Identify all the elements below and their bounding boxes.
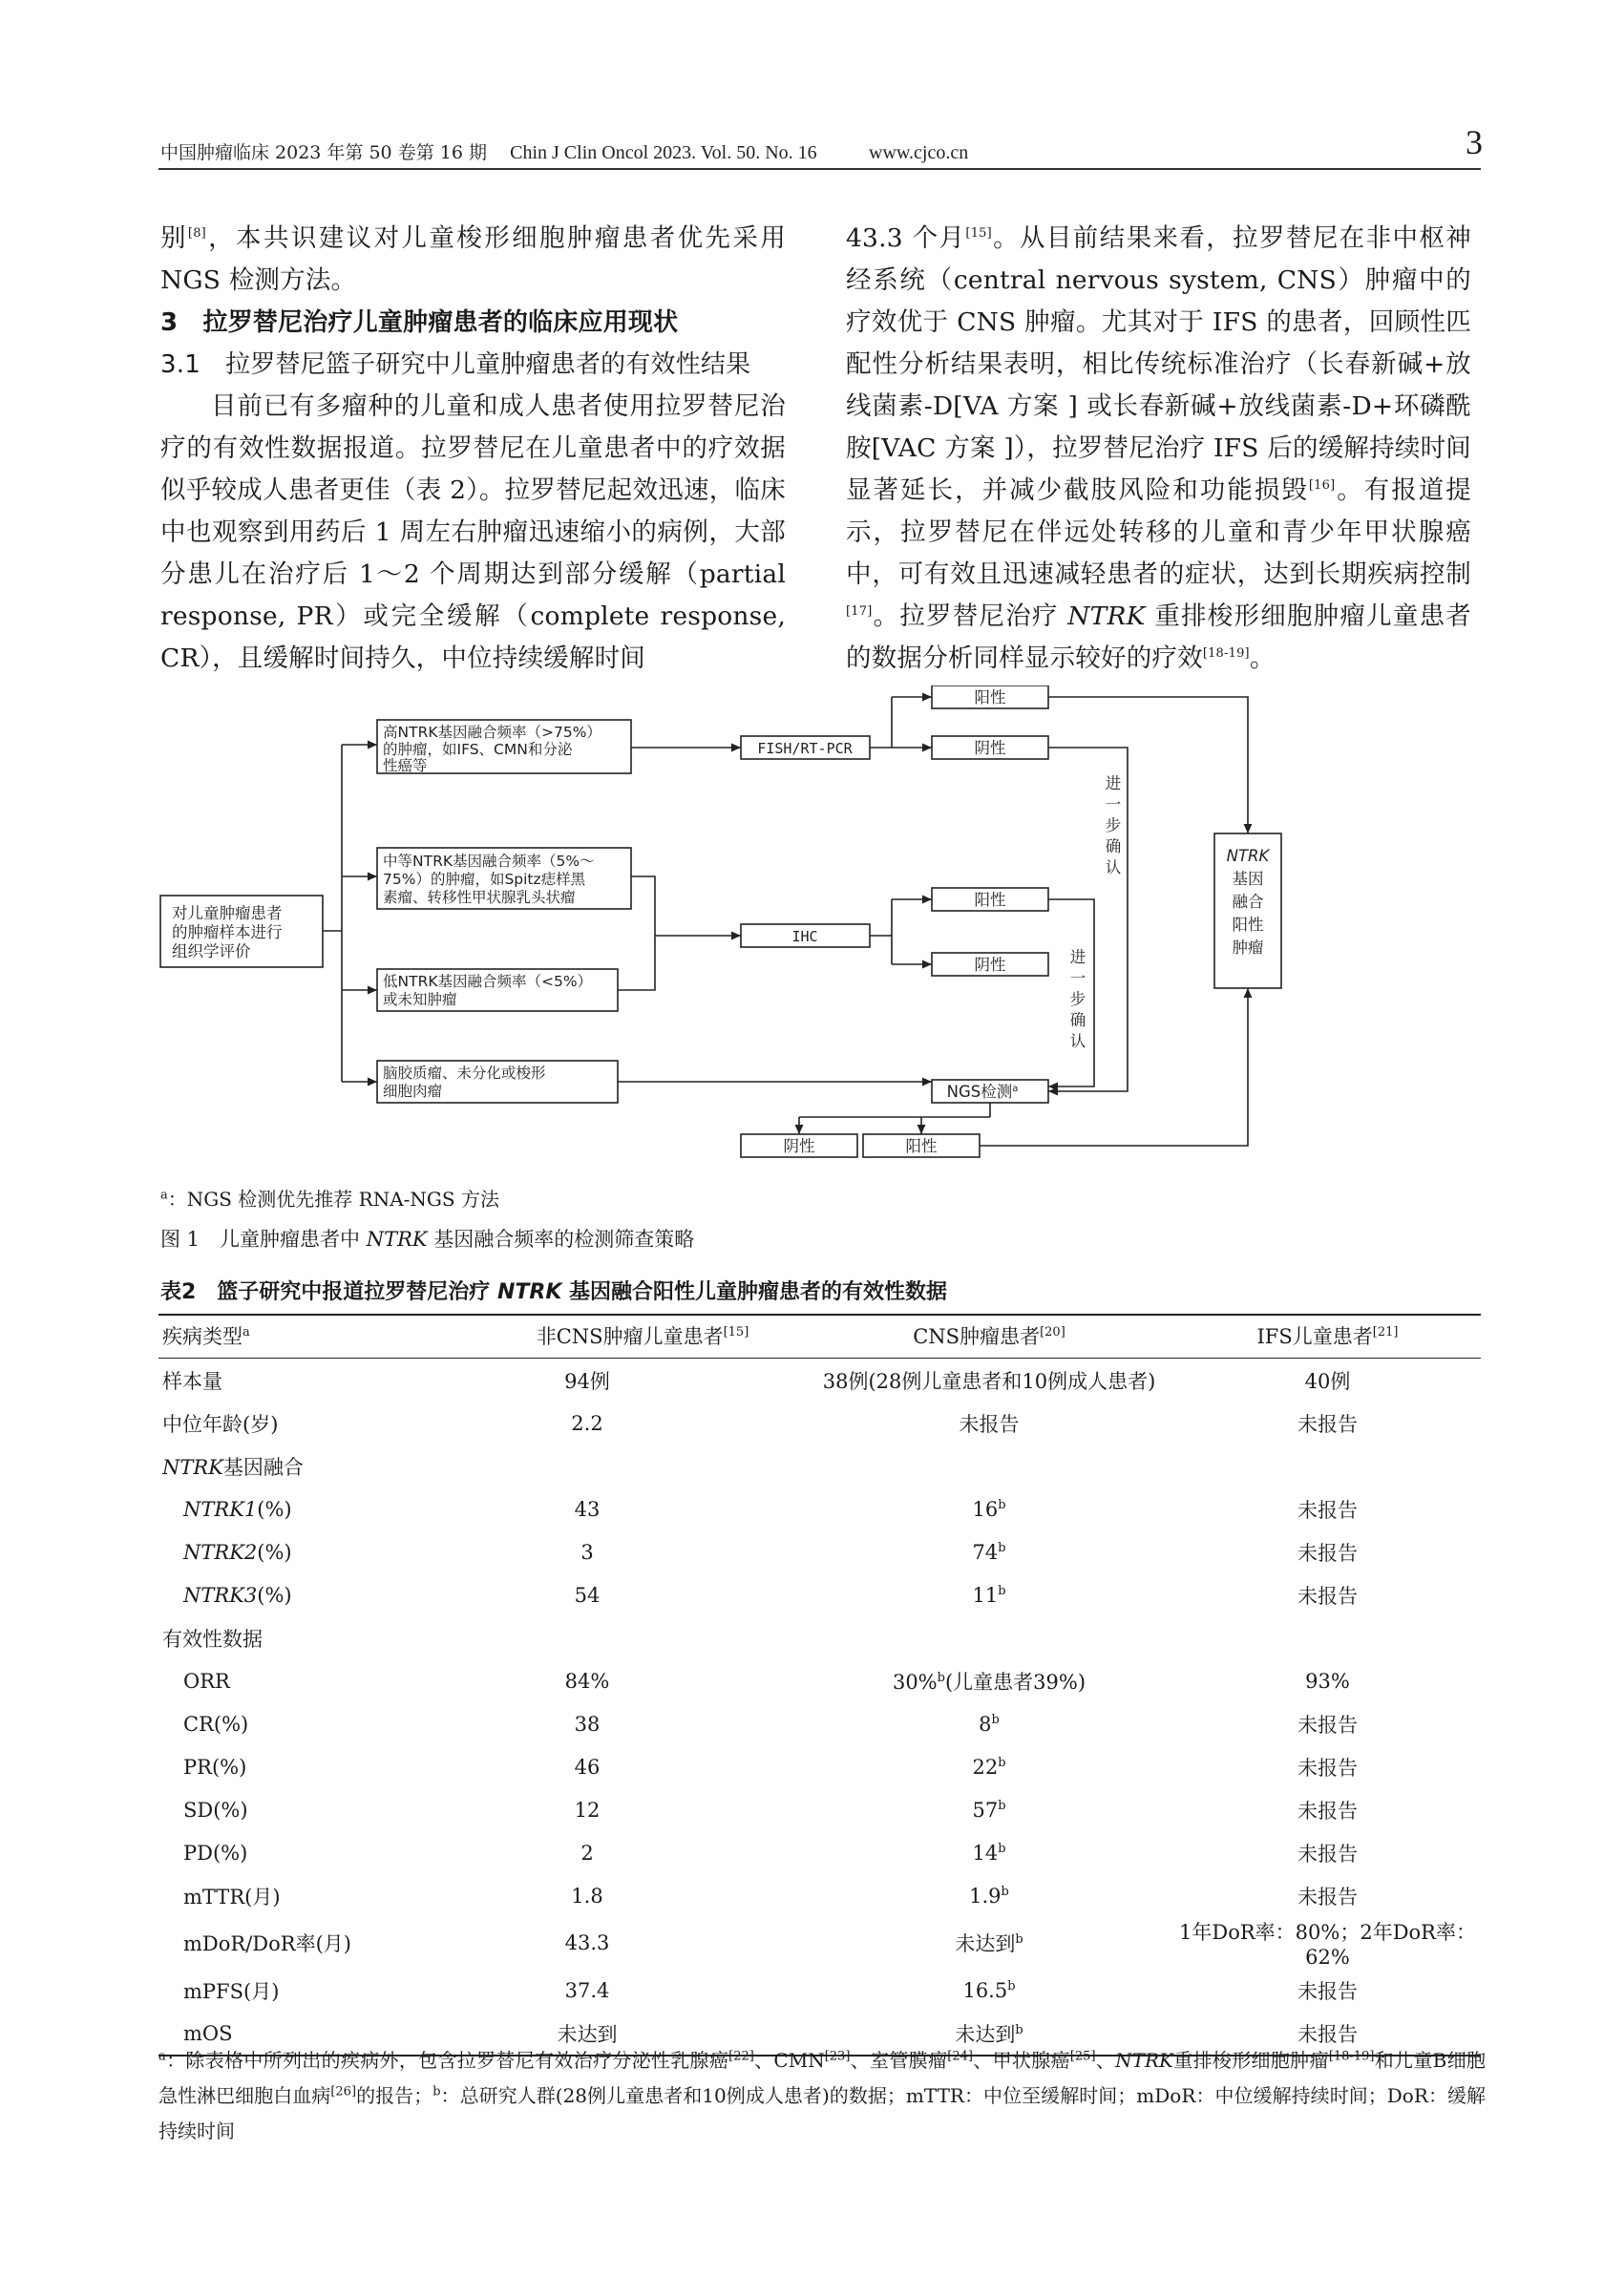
- result-line-2: 基因: [1232, 870, 1264, 888]
- ngs-positive-label: 阳性: [905, 1137, 938, 1155]
- row-label: SD(%): [183, 1798, 248, 1822]
- row-label: mOS: [158, 2012, 481, 2056]
- mid-line-2: 75%）的肿瘤，如Spitz痣样黑: [383, 871, 586, 888]
- row-label: PR(%): [183, 1755, 247, 1779]
- cell-non-cns: 43.3: [564, 1931, 610, 1954]
- table-row: [158, 1616, 1481, 1659]
- low-line-1: 低NTRK基因融合频率（<5%）: [383, 973, 593, 990]
- table-row: [158, 1445, 1481, 1487]
- further-2-e: 认: [1069, 1032, 1086, 1050]
- glioma-line-1: 脑胶质瘤、未分化或梭形: [383, 1065, 546, 1082]
- high-line-2: 的肿瘤，如IFS、CMN和分泌: [383, 741, 573, 758]
- table-row: [158, 1573, 1481, 1616]
- row-label: CR(%): [183, 1712, 249, 1736]
- row-label: mPFS(月): [183, 1979, 280, 2003]
- table-row: [158, 1745, 1481, 1788]
- result-line-1: NTRK: [1226, 847, 1270, 865]
- cell-ifs: 未报告: [1297, 1713, 1358, 1737]
- cell-cns: 74$^b$: [972, 1540, 1006, 1564]
- cell-ifs: 未报告: [1297, 1885, 1358, 1909]
- cell-ifs: 未报告: [1297, 1541, 1358, 1565]
- table-header-row: [158, 1315, 1481, 1359]
- cell-cns: 57$^b$: [972, 1798, 1006, 1822]
- left-column: [160, 218, 786, 680]
- row-label: NTRK2(%): [183, 1540, 292, 1564]
- cell-ifs: 未报告: [1297, 1842, 1358, 1866]
- row-label: mTTR(月): [183, 1885, 281, 1909]
- cell-cns: [804, 1445, 1174, 1487]
- cell-ifs: 未报告: [1297, 1412, 1358, 1436]
- high-line-1: 高NTRK基因融合频率（>75%）: [383, 724, 601, 741]
- ihc-label: IHC: [791, 928, 818, 945]
- cell-cns: 14$^b$: [972, 1841, 1006, 1865]
- glioma-line-2: 细胞肉瘤: [383, 1083, 443, 1100]
- table-row: [158, 1659, 1481, 1702]
- further-2-d: 确: [1069, 1011, 1086, 1029]
- cell-ifs: 未报告: [1297, 1979, 1358, 2003]
- cell-ifs: 40例: [1304, 1369, 1351, 1393]
- row-label: NTRK基因融合: [162, 1455, 304, 1479]
- cell-ifs: 未报告: [1297, 1584, 1358, 1608]
- cell-cns: 38例(28例儿童患者和10例成人患者): [822, 1369, 1156, 1393]
- ihc-positive-label: 阳性: [974, 891, 1006, 909]
- cell-non-cns: 94例: [564, 1369, 610, 1393]
- further-1-e: 认: [1105, 858, 1122, 876]
- ngs-negative-label: 阴性: [783, 1137, 815, 1155]
- cell-cns: 未报告: [959, 1412, 1020, 1436]
- cell-non-cns: 84%: [564, 1669, 610, 1693]
- cell-cns: 11$^b$: [972, 1583, 1006, 1607]
- further-1-d: 确: [1105, 837, 1122, 855]
- mid-line-3: 素瘤、转移性甲状腺乳头状瘤: [383, 889, 576, 906]
- table-row: [158, 1702, 1481, 1745]
- header-cns: CNS肿瘤患者[20]: [804, 1315, 1174, 1359]
- row-label: 样本量: [162, 1369, 222, 1393]
- row-label: mDoR/DoR率(月): [183, 1932, 351, 1955]
- table-row: [158, 1969, 1481, 2012]
- flowchart-figure: [158, 686, 1333, 1174]
- cell-ifs: 未报告: [1297, 1498, 1358, 1522]
- page-number: 3: [1466, 123, 1483, 161]
- result-line-5: 肿瘤: [1232, 939, 1264, 957]
- table-row: [158, 1788, 1481, 1831]
- cell-cns: [804, 1616, 1174, 1659]
- cell-non-cns: 46: [574, 1755, 601, 1779]
- table-row: [158, 1917, 1481, 1969]
- header-disease-type: 疾病类型$^a$: [158, 1315, 481, 1359]
- cell-cns: 未达到$^b$: [955, 1932, 1023, 1955]
- further-1-c: 步: [1105, 816, 1122, 834]
- table-footnote: $^a$：除表格中所列出的疾病外，包含拉罗替尼有效治疗分泌性乳腺癌[22]、CMN[23]、室管膜瘤[24]、甲状腺癌[25]、NTRK重排梭形细胞肿瘤[18-19]和儿童B细胞急性淋巴细胞白血病[26]的报告；$^b$：总研究人群(28例儿童患者和10例成人患者)的数据；mTTR：中位至缓解时间；mDoR：中位缓解持续时间；DoR：缓解持续时间: [158, 2049, 1487, 2142]
- ihc-negative-label: 阴性: [974, 956, 1006, 974]
- cell-non-cns: [481, 1616, 804, 1659]
- cell-ifs: 未报告: [1174, 2012, 1481, 2056]
- further-2-c: 步: [1069, 990, 1086, 1008]
- journal-en: Chin J Clin Oncol 2023. Vol. 50. No. 16: [510, 142, 817, 163]
- table-title: 表2 篮子研究中报道拉罗替尼治疗 NTRK 基因融合阳性儿童肿瘤患者的有效性数据: [160, 1280, 948, 1304]
- table-row: [158, 1831, 1481, 1874]
- cell-cns: 16$^b$: [972, 1497, 1006, 1521]
- cell-cns: 30%$^b$(儿童患者39%): [892, 1670, 1086, 1694]
- table-row: [158, 1874, 1481, 1917]
- table-row: [158, 1359, 1481, 1403]
- cell-ifs: 未报告: [1297, 1799, 1358, 1823]
- mid-line-1: 中等NTRK基因融合频率（5%～: [383, 853, 595, 870]
- cell-cns: 8$^b$: [979, 1712, 1000, 1736]
- start-line-3: 组织学评价: [172, 942, 251, 960]
- fish-positive-label: 阳性: [974, 688, 1006, 707]
- start-line-1: 对儿童肿瘤患者: [172, 904, 283, 922]
- efficacy-table: [158, 1314, 1481, 2057]
- cell-ifs: 1年DoR率：80%；2年DoR率：62%: [1179, 1921, 1476, 1969]
- paragraph-right: 43.3 个月[15]。从目前结果来看，拉罗替尼在非中枢神经系统（central nervous system, CNS）肿瘤中的疗效优于 CNS 肿瘤。尤其对于 IFS 的患者，回顾性匹配性分析结果表明，相比传统标准治疗（长春新碱+放线菌素-D[VA 方案 ] 或长春新碱+放线菌素-D+环磷酰胺[VAC 方案 ]），拉罗替尼治疗 IFS 后的缓解持续时间显著延长，并减少截肢风险和功能损毁[16]。有报道提示，拉罗替尼在伴远处转移的儿童和青少年甲状腺癌中，可有效且迅速减轻患者的症状，达到长期疾病控制[17]。拉罗替尼治疗 NTRK 重排梭形细胞肿瘤儿童患者的数据分析同样显示较好的疗效[18-19]。: [846, 223, 1472, 673]
- cell-non-cns: 43: [574, 1497, 601, 1521]
- running-header: [160, 138, 968, 164]
- paragraph-intro: 别[8]，本共识建议对儿童梭形细胞肿瘤患者优先采用NGS 检测方法。: [160, 223, 787, 295]
- right-column: [846, 218, 1471, 680]
- row-label: ORR: [183, 1669, 230, 1693]
- table-row: [158, 1402, 1481, 1445]
- cell-non-cns: [481, 1445, 804, 1487]
- cell-non-cns: 1.8: [571, 1884, 603, 1908]
- result-line-4: 阳性: [1232, 916, 1264, 934]
- cell-non-cns: 12: [574, 1798, 601, 1822]
- section-heading-3-1: 3.1 拉罗替尼篮子研究中儿童肿瘤患者的有效性结果: [160, 350, 751, 379]
- cell-ifs: 93%: [1305, 1669, 1350, 1693]
- row-label: NTRK1(%): [183, 1497, 292, 1521]
- cell-non-cns: 37.4: [564, 1978, 610, 2002]
- table-row: [158, 1487, 1481, 1530]
- fish-negative-label: 阴性: [974, 739, 1006, 757]
- cell-non-cns: 未达到: [481, 2012, 804, 2056]
- fish-label: FISH/RT-PCR: [757, 740, 853, 757]
- figure-caption: 图 1 儿童肿瘤患者中 NTRK 基因融合频率的检测筛查策略: [160, 1228, 695, 1251]
- journal-cn: 中国肿瘤临床 2023 年第 50 卷第 16 期: [160, 142, 487, 163]
- paragraph-body: 目前已有多瘤种的儿童和成人患者使用拉罗替尼治疗的有效性数据报道。拉罗替尼在儿童患者中的疗效据似乎较成人患者更佳（表 2）。拉罗替尼起效迅速，临床中也观察到用药后 1 周左右肿瘤迅速缩小的病例，大部分患儿在治疗后 1～2 个周期达到部分缓解（partial response, PR）或完全缓解（complete response, CR），且缓解时间持久，中位持续缓解时间: [160, 391, 786, 673]
- table-row: [158, 1530, 1481, 1573]
- further-1-b: 一: [1105, 795, 1122, 813]
- ngs-label: NGS检测$^a$: [946, 1083, 1019, 1101]
- figure-note: $^a$：NGS 检测优先推荐 RNA-NGS 方法: [160, 1188, 499, 1211]
- cell-cns: 16.5$^b$: [962, 1978, 1016, 2002]
- low-line-2: 或未知肿瘤: [383, 991, 457, 1008]
- cell-non-cns: 54: [574, 1583, 601, 1607]
- result-line-3: 融合: [1232, 893, 1264, 911]
- header-rule: [158, 168, 1481, 170]
- cell-cns: 未达到$^b$: [804, 2012, 1174, 2056]
- cell-non-cns: 3: [580, 1540, 594, 1564]
- cell-ifs: [1174, 1616, 1481, 1659]
- row-label: 有效性数据: [162, 1627, 263, 1651]
- header-non-cns: 非CNS肿瘤儿童患者[15]: [481, 1315, 804, 1359]
- row-label: PD(%): [183, 1841, 248, 1865]
- header-ifs: IFS儿童患者[21]: [1174, 1315, 1481, 1359]
- cell-cns: 1.9$^b$: [969, 1884, 1009, 1908]
- cell-non-cns: 38: [574, 1712, 601, 1736]
- further-1-a: 进: [1105, 774, 1122, 792]
- journal-website[interactable]: www.cjco.cn: [869, 142, 969, 163]
- start-line-2: 的肿瘤样本进行: [172, 923, 283, 941]
- section-heading-3: 3 拉罗替尼治疗儿童肿瘤患者的临床应用现状: [160, 308, 679, 337]
- high-line-3: 性癌等: [383, 757, 428, 774]
- row-label: 中位年龄(岁): [162, 1412, 279, 1436]
- cell-ifs: 未报告: [1297, 1756, 1358, 1780]
- further-2-a: 进: [1069, 948, 1086, 966]
- further-2-b: 一: [1069, 969, 1086, 987]
- cell-ifs: [1174, 1445, 1481, 1487]
- cell-non-cns: 2.2: [571, 1411, 603, 1435]
- cell-non-cns: 2: [580, 1841, 594, 1865]
- row-label: NTRK3(%): [183, 1583, 292, 1607]
- cell-cns: 22$^b$: [972, 1755, 1006, 1779]
